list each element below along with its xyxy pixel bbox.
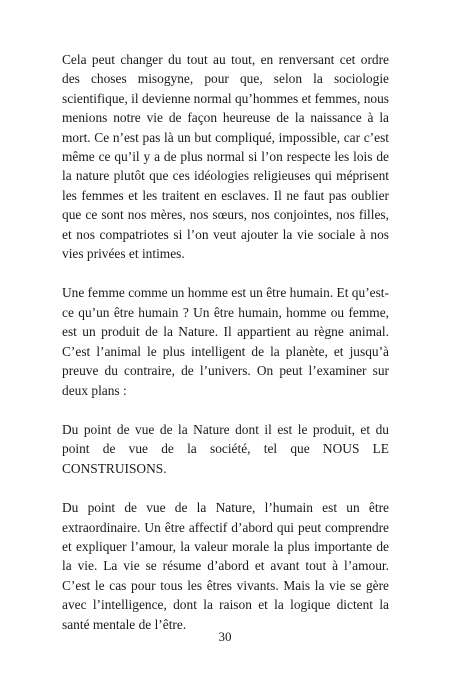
paragraph-2: Une femme comme un homme est un être humain. Et qu’est-ce qu’un être humain ? Un être humain, homme ou femme, est un produit de la Nature. Il appartient au règne animal. C’est l’animal le plus intelligent de la planète, et jusqu’à preuve du contraire, de l’univers. On peut l’examiner sur deux plans : bbox=[62, 285, 389, 398]
paragraph-1: Cela peut changer du tout au tout, en renversant cet ordre des choses misogyne, pour que, selon la sociologie scientifique, il devienne normal qu’hommes et femmes, nous menions notre vie de façon heureuse de la naissance à la mort. Ce n’est pas là un but compliqué, impossible, car c’est même ce qu’il y a de plus normal si l’on respecte les lois de la nature plutôt que ces idéologies religieuses qui méprisent les femmes et les traitent en esclaves. Il ne faut pas oublier que ce sont nos mères, nos sœurs, nos conjointes, nos filles, et nos compatriotes si l’on veut ajouter la vie sociale à nos vies privées et intimes. bbox=[62, 52, 389, 262]
body-text bbox=[62, 50, 389, 654]
page-number: 30 bbox=[218, 629, 232, 644]
paragraph-3: Du point de vue de la Nature dont il est le produit, et du point de vue de la société, tel que NOUS LE CONSTRUISONS. bbox=[62, 421, 389, 476]
paragraph-4: Du point de vue de la Nature, l’humain est un être extraordinaire. Un être affectif d’abord qui peut comprendre et expliquer l’amour, la valeur morale la plus importante de la vie. La vie se résume d’abord et avant tout à l’amour. C’est le cas pour tous les êtres vivants. Mais la vie se gère avec l’intelligence, dont la raison et la logique dictent la santé mentale de l’être. bbox=[62, 500, 389, 632]
